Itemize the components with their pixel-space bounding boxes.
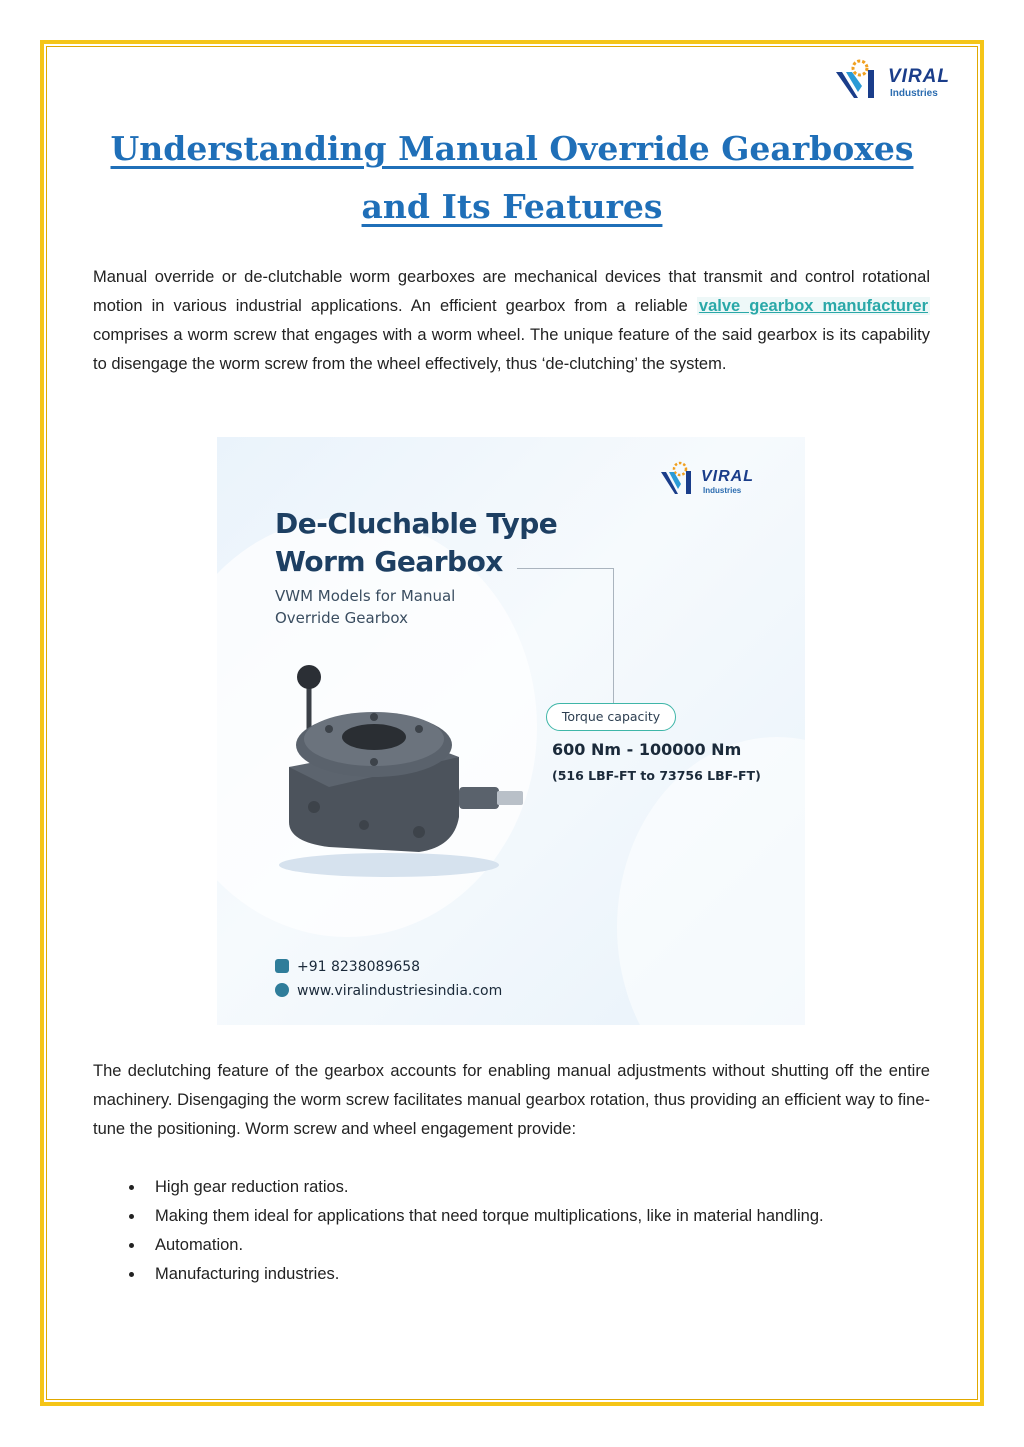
- banner-website-url: www.viralindustriesindia.com: [297, 983, 503, 999]
- banner-logo: [659, 461, 779, 497]
- banner-connector-line: [517, 568, 613, 569]
- banner-title: [275, 505, 557, 581]
- list-item: Manufacturing industries.: [93, 1260, 930, 1289]
- banner-subtitle-line-1: VWM Models for Manual: [275, 587, 456, 605]
- worm-gearbox-illustration: [269, 647, 529, 887]
- phone-icon: [275, 959, 289, 973]
- feature-list: [93, 1173, 930, 1289]
- banner-logo-gear-icon: [659, 461, 701, 497]
- banner-title-line-1: De-Cluchable Type: [275, 507, 558, 540]
- intro-text-after: comprises a worm screw that engages with a worm wheel. The unique feature of the said gearbox is its capability to disengage the worm screw from the wheel effectively, thus ‘de-clutching’ the system.: [93, 326, 930, 373]
- banner-phone: [275, 959, 420, 975]
- valve-gearbox-manufacturer-link[interactable]: valve gearbox manufacturer: [698, 297, 928, 315]
- banner-subtitle-line-2: Override Gearbox: [275, 609, 408, 627]
- body-paragraph: The declutching feature of the gearbox accounts for enabling manual adjustments without shutting off the entire machinery. Disengaging the worm screw facilitates manual gearbox rotation, thus providing an efficient way to fine-tune the positioning. Worm screw and wheel engagement provide:: [93, 1062, 930, 1138]
- intro-text-before: Manual override or de-clutchable worm gearboxes are mechanical devices that transmit and control rotational motion in various industrial applications. An efficient gearbox from a reliable: [93, 268, 930, 315]
- banner-connector-vertical: [613, 568, 614, 713]
- product-banner-image: [217, 437, 805, 1025]
- logo-wordmark: VIRAL: [888, 66, 950, 87]
- logo-gear-icon: [832, 58, 888, 102]
- banner-subtitle: [275, 585, 455, 629]
- banner-logo-subtitle: Industries: [703, 486, 742, 495]
- intro-paragraph: [93, 263, 930, 379]
- torque-range-nm: 600 Nm - 100000 Nm: [552, 740, 742, 759]
- banner-website: [275, 983, 502, 999]
- list-item: Making them ideal for applications that need torque multiplications, like in material handling.: [93, 1202, 930, 1231]
- page-title: Understanding Manual Override Gearboxes and Its Features: [110, 129, 914, 226]
- globe-icon: [275, 983, 289, 997]
- list-item: High gear reduction ratios.: [93, 1173, 930, 1202]
- banner-title-line-2: Worm Gearbox: [275, 545, 503, 578]
- logo-subtitle: Industries: [890, 88, 938, 99]
- banner-phone-number: +91 8238089658: [297, 959, 421, 975]
- banner-logo-wordmark: VIRAL: [701, 468, 754, 485]
- torque-capacity-pill: Torque capacity: [546, 703, 676, 731]
- brand-logo: [832, 58, 972, 102]
- list-item: Automation.: [93, 1231, 930, 1260]
- torque-range-lbf: (516 LBF-FT to 73756 LBF-FT): [552, 768, 761, 783]
